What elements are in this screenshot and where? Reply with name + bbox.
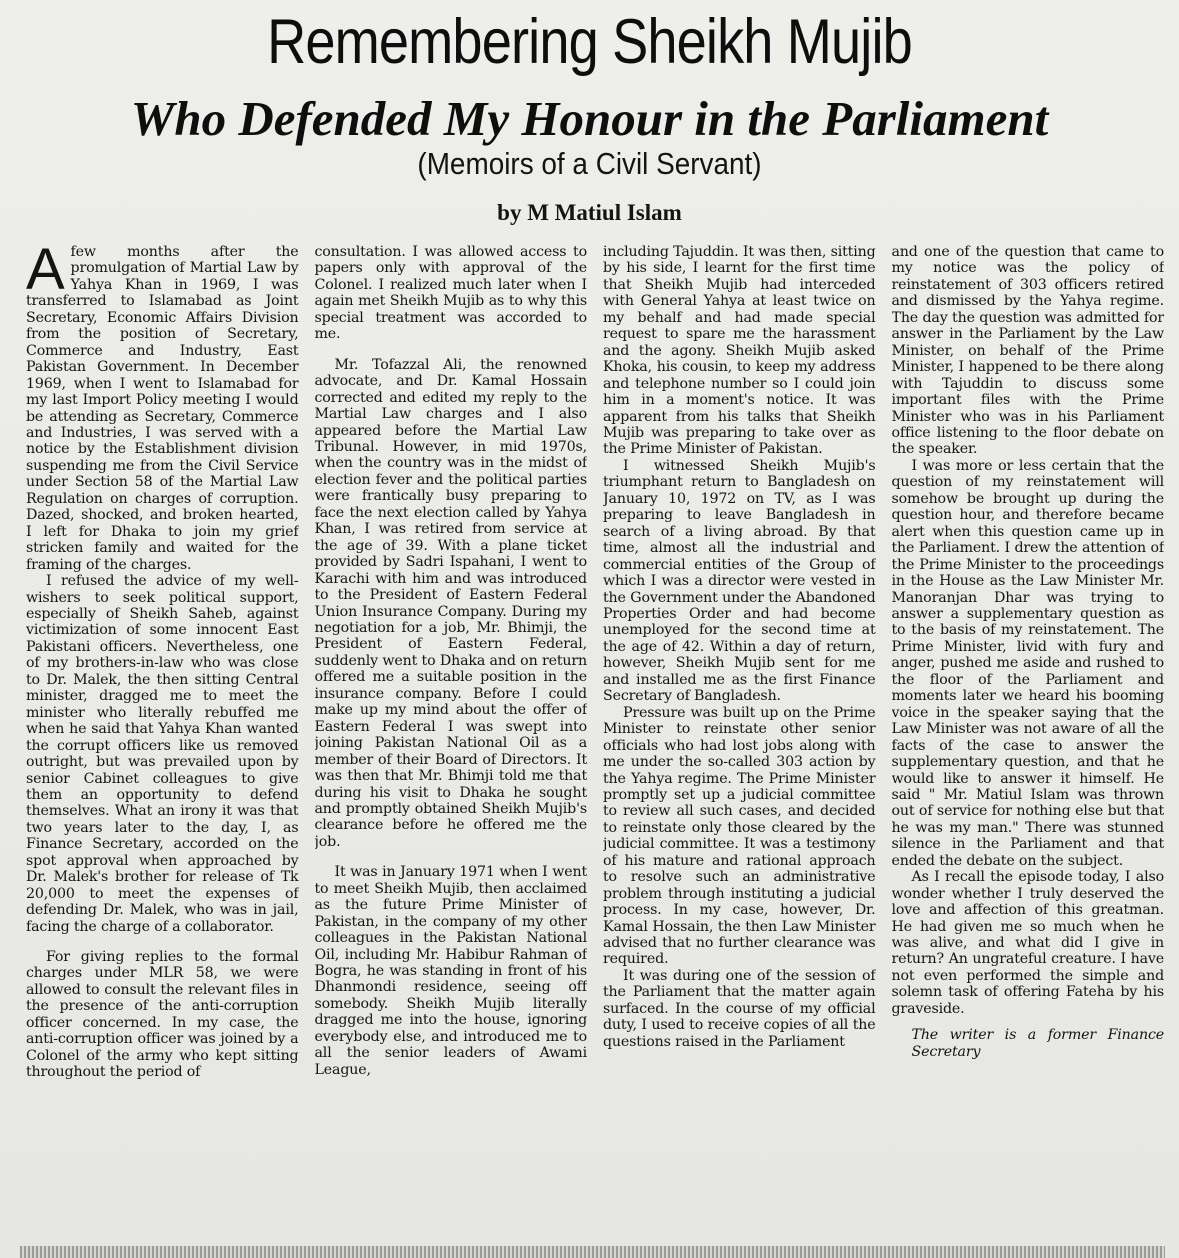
writer-note: The writer is a former Finance Secretary [911,1027,1164,1060]
paragraph [26,244,299,573]
column-2 [315,244,588,1242]
paragraph-text: few months after the promulgation of Martial Law by Yahya Khan in 1969, I was transferred to Islamabad as Joint Secretary, Economic Affairs Division from the position of Secretary, Commerce and Industry, East Pakistan Government. In December 1969, when I went to Islamabad for my last Import Policy meeting I would be attending as Secretary, Commerce and Industries, I was served with a notice by the Establishment division suspending me from the Civil Service under Section 58 of the Martial Law Regulation on charges of corruption. Dazed, shocked, and broken hearted, I left for Dhaka to join my grief stricken family and waited for the framing of the charges. [26,244,299,573]
paragraph: Mr. Tofazzal Ali, the renowned advocate, and Dr. Kamal Hossain corrected and edited my reply to the Martial Law charges and I also appeared before the Martial Law Tribunal. However, in mid 1970s, when the country was in the midst of election fever and the political parties were frantically busy preparing to face the next election called by Yahya Khan, I was retired from service at the age of 39. With a plane ticket provided by Sadri Ispahani, I went to Karachi with him and was introduced to the President of Eastern Federal Union Insurance Company. During my negotiation for a job, Mr. Bhimji, the President of Eastern Federal, suddenly went to Dhaka and on return offered me a suitable position in the insurance company. Before I could make up my mind about the offer of Eastern Federal I was swept into joining Pakistan National Oil as a member of their Board of Directors. It was then that Mr. Bhimji told me that during his visit to Dhaka he sought and promptly obtained Sheikh Mujib's clearance before he offered me the job. [314,356,587,850]
paragraph: It was during one of the session of the Parliament that the matter again surfaced. In the course of my official duty, I used to receive copies of all the questions raised in the Parliament [603,967,876,1050]
paragraph: I was more or less certain that the question of my reinstatement will somehow be brought up during the question hour, and therefore became alert when this question came up in the Parliament. I drew the attention of the Prime Minister to the proceedings in the House as the Law Minister Mr. Manoranjan Dhar was trying to answer a supplementary question as to the basis of my reinstatement. The Prime Minister, livid with fury and anger, pushed me aside and rushed to the floor of the Parliament and moments later we heard his booming voice in the speaker saying that the Law Minister was not aware of all the facts of the case to answer the supplementary question, and that he would like to answer it himself. He said " Mr. Matiul Islam was thrown out of service for nothing else but that he was my man." There was stunned silence in the Parliament and that ended the debate on the subject. [891,457,1164,869]
bottom-border [20,1246,1165,1258]
column-1 [26,244,299,1242]
paragraph: Pressure was built up on the Prime Minister to reinstate other senior officials who had lost jobs along with me under the so-called 303 action by the Yahya regime. The Prime Minister promptly set up a judicial committee to review all such cases, and decided to reinstate only those cleared by the judicial committee. It was a testimony of his mature and rational approach to resolve such an administrative problem through instituting a judicial process. In my case, however, Dr. Kamal Hossain, the then Law Minister advised that no further clearance was required. [603,704,876,968]
memoir-tagline: (Memoirs of a Civil Servant) [417,146,762,181]
paragraph: As I recall the episode today, I also wonder whether I truly deserved the love and affection of this greatman. He had given me so much when he was alive, and what did I give in return? An ungrateful creature. I have not even performed the simple and solemn task of offering Fateha by his graveside. [891,869,1164,1017]
paragraph: including Tajuddin. It was then, sitting by his side, I learnt for the first time that Sheikh Mujib had interceded with General Yahya at least twice on my behalf and had made special request to spare me the harassment and the agony. Sheikh Mujib asked Khoka, his cousin, to keep my address and telephone number so I could join him in a moment's notice. It was apparent from his talks that Sheikh Mujib was preparing to take over as the Prime Minister of Pakistan. [603,244,876,458]
paragraph: consultation. I was allowed access to papers only with approval of the Colonel. I realized much later when I again met Sheikh Mujib as to why this special treatment was accorded to me. [314,244,587,343]
article-body [26,244,1164,1242]
subheadline: Who Defended My Honour in the Parliament [130,91,1049,146]
column-3 [603,244,876,1242]
paragraph: I refused the advice of my well-wishers to seek political support, especially of Sheikh Saheb, against victimization of some innocent East Pakistani officers. Nevertheless, one of my brothers-in-law who was close to Dr. Malek, the then sitting Central minister, dragged me to meet the minister who literally rebuffed me when he said that Yahya Khan wanted the corrupt officers like us removed outright, but was prevailed upon by senior Cabinet colleagues to give them an opportunity to defend themselves. What an irony it was that two years later to the day, I, as Finance Secretary, accorded on the spot approval when approached by Dr. Malek's brother for release of Tk 20,000 to meet the expenses of defending Dr. Malek, who was in jail, facing the charge of a collaborator. [26,573,299,935]
paragraph: I witnessed Sheikh Mujib's triumphant return to Bangladesh on January 10, 1972 on TV, as I was preparing to leave Bangladesh in search of a living abroad. By that time, almost all the industrial and commercial entities of the Group of which I was a director were vested in the Government under the Abandoned Properties Order and had become unemployed for the second time at the age of 42. Within a day of return, however, Sheikh Mujib sent for me and installed me as the first Finance Secretary of Bangladesh. [603,457,876,705]
headline: Remembering Sheikh Mujib [267,7,912,77]
paragraph: and one of the question that came to my notice was the policy of reinstatement of 303 officers retired and dismissed by the Yahya regime. The day the question was admitted for answer in the Parliament by the Law Minister, on behalf of the Prime Minister, I happened to be there along with Tajuddin to discuss some important files with the Prime Minister who was in his Parliament office listening to the floor debate on the speaker. [891,244,1164,458]
paragraph: For giving replies to the formal charges under MLR 58, we were allowed to consult the relevant files in the presence of the anti-corruption officer concerned. In my case, the anti-corruption officer was joined by a Colonel of the army who kept sitting throughout the period of [26,949,299,1081]
byline: by M Matiul Islam [497,200,682,225]
column-4 [892,244,1165,1242]
paragraph: It was in January 1971 when I went to meet Sheikh Mujib, then acclaimed as the future Prime Minister of Pakistan, in the company of my other colleagues in the Pakistan National Oil, including Mr. Habibur Rahman of Bogra, he was standing in front of his Dhanmondi residence, seeing off somebody. Sheikh Mujib literally dragged me into the house, ignoring everybody else, and introduced me to all the senior leaders of Awami League, [314,864,587,1078]
drop-cap: A [26,244,65,302]
